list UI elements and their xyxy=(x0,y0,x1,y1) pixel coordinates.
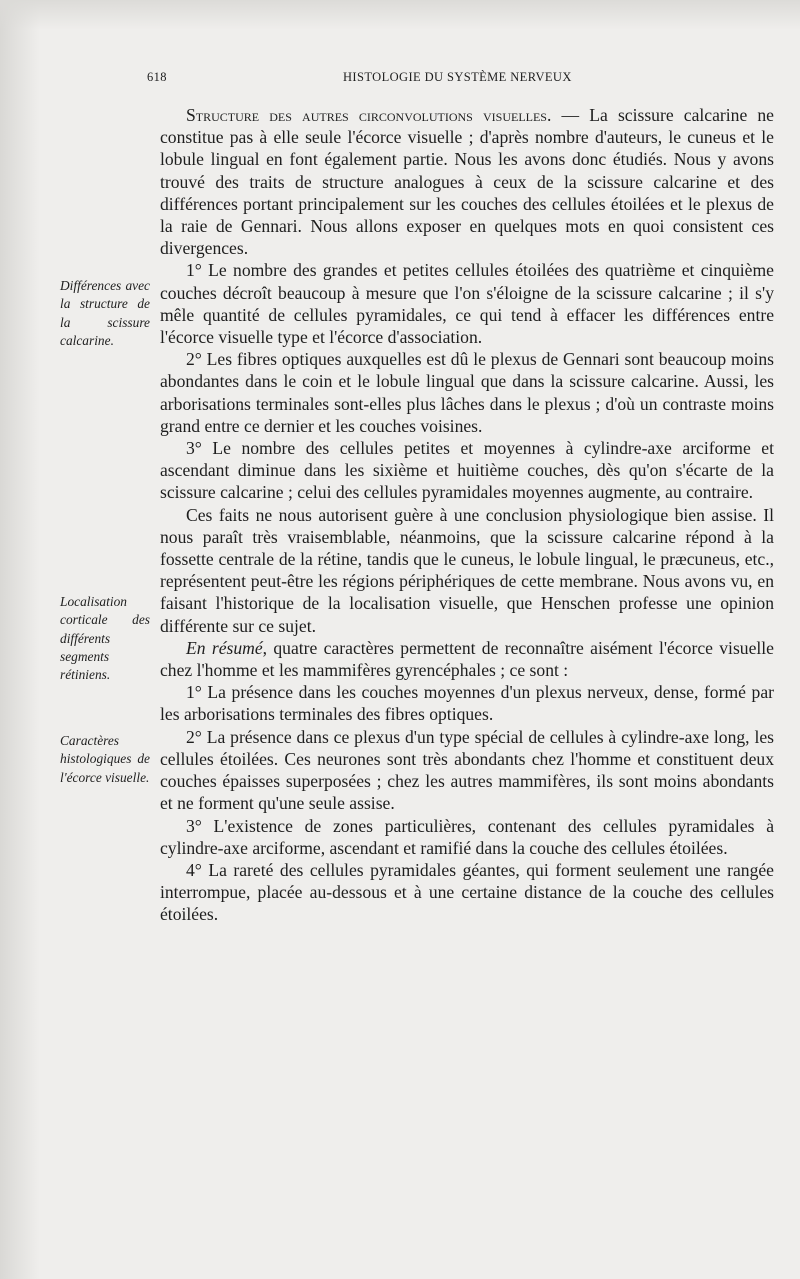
page-top-shadow xyxy=(0,0,800,30)
running-header xyxy=(145,70,795,90)
margin-note-caracteres: Caractères histologiques de l'écorce visuelle. xyxy=(60,733,150,785)
paragraph-intro xyxy=(160,104,774,259)
paragraph-characteristic-4: 4° La rareté des cellules pyramidales géantes, qui forment seulement une rangée interrompue, placée au-dessous et à une certaine distance de la couche des cellules étoilées. xyxy=(160,859,774,925)
margin-note-localisation: Localisation corticale des différents segments rétiniens. xyxy=(60,594,150,683)
paragraph-conclusion: Ces faits ne nous autorisent guère à une conclusion physiologique bien assise. Il nous paraît très vraisemblable, néanmoins, que la scissure calcarine répond à la fossette centrale de la rétine, tandis que le cuneus, le lobule lingual, le præcuneus, etc., représentent peut-être les régions périphériques de cette membrane. Nous avons vu, en faisant l'historique de la localisation visuelle, que Henschen professe une opinion différente sur ce sujet. xyxy=(160,504,774,636)
running-title: HISTOLOGIE DU SYSTÈME NERVEUX xyxy=(343,70,572,84)
summary-label: En résumé xyxy=(186,637,263,658)
paragraph-point-3: 3° Le nombre des cellules petites et moyennes à cylindre-axe arciforme et ascendant diminue dans les sixième et huitième couches, dès qu'on s'écarte de la scissure calcarine ; celui des cellules pyramidales moyennes augmente, au contraire. xyxy=(160,438,774,503)
paragraph-characteristic-2: 2° La présence dans ce plexus d'un type spécial de cellules à cylindre-axe long, les cellules étoilées. Ces neurones sont très abondants chez l'homme et constituent deux couches épaisses superposées ; chez les autres mammifères, ils sont moins abondants et ne forment qu'une seule assise. xyxy=(160,726,774,814)
margin-note-differences: Différences avec la structure de la scissure calcarine. xyxy=(60,278,150,348)
page-number: 618 xyxy=(147,70,167,84)
section-title: Structure des autres circonvolutions visuelles. xyxy=(186,105,552,125)
summary-text: , quatre caractères permettent de reconnaître aisément l'écorce visuelle chez l'homme et les mammifères gyrencéphales ; ce sont : xyxy=(160,637,774,681)
paragraph-characteristic-3: 3° L'existence de zones particulières, contenant des cellules pyramidales à cylindre-axe arciforme, ascendant et ramifié dans la couche des cellules étoilées. xyxy=(160,815,774,858)
paragraph-point-1: 1° Le nombre des grandes et petites cellules étoilées des quatrième et cinquième couches décroît beaucoup à mesure que l'on s'éloigne de la scissure calcarine ; il s'y mêle quantité de cellules pyramidales, ce qui tend à effacer les différences entre l'écorce visuelle type et l'écorce d'association. xyxy=(160,260,774,348)
body-text xyxy=(160,104,774,926)
page-shadow xyxy=(0,0,40,1279)
paragraph-summary xyxy=(160,637,774,681)
section-intro-text: — La scissure calcarine ne constitue pas à elle seule l'écorce visuelle ; d'après nombre d'auteurs, le cuneus et le lobule lingual en font également partie. Nous les avons donc étudiés. Nous y avons trouvé des traits de structure analogues à ceux de la scissure calcarine et des différences portant principalement sur les couches des cellules étoilées et le plexus de la raie de Gennari. Nous allons exposer en quelques mots en quoi consistent ces divergences. xyxy=(160,105,774,259)
paragraph-characteristic-1: 1° La présence dans les couches moyennes d'un plexus nerveux, dense, formé par les arborisations terminales des fibres optiques. xyxy=(160,682,774,725)
paragraph-point-2: 2° Les fibres optiques auxquelles est dû le plexus de Gennari sont beaucoup moins abondantes dans le coin et le lobule lingual que dans la scissure calcarine. Aussi, les arborisations terminales sont-elles plus lâches dans le plexus ; d'où un contraste moins grand entre ce dernier et les couches voisines. xyxy=(160,349,774,436)
